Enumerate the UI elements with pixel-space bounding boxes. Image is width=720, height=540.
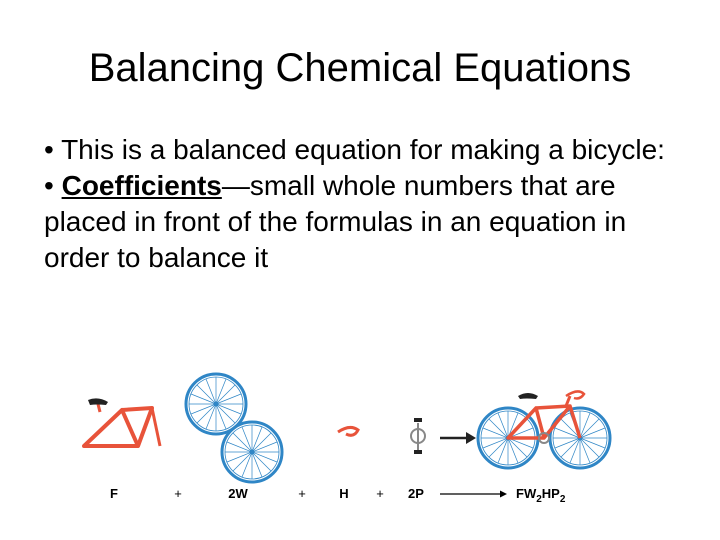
bicycle-icon	[478, 391, 610, 468]
frame-icon	[84, 398, 160, 446]
term-pedals: 2P	[408, 486, 424, 501]
term-frame: F	[110, 486, 118, 501]
wheel-icon	[222, 422, 282, 482]
product-subscript-w: 2	[536, 494, 542, 505]
coefficients-term: Coefficients	[61, 170, 222, 201]
label-arrow-head	[500, 491, 507, 498]
bullet-marker: •	[44, 170, 62, 201]
product-part-fw: FW	[516, 486, 537, 501]
bullet-bicycle: • This is a balanced equation for making a bicycle:	[44, 134, 665, 165]
pedal-icon	[411, 418, 425, 454]
coefficients-definition: —small whole numbers that are placed in front of the formulas in an equation in order to balance it	[44, 170, 627, 273]
plus-sign: +	[298, 486, 306, 501]
plus-sign: +	[376, 486, 384, 501]
plus-sign: +	[174, 486, 182, 501]
bicycle-equation-figure	[70, 368, 630, 536]
product-formula	[516, 486, 566, 505]
bicycle-equation-diagram	[70, 368, 630, 536]
slide-title: Balancing Chemical Equations	[88, 46, 632, 90]
reaction-arrow-icon	[440, 432, 476, 444]
term-handlebar: H	[339, 486, 349, 501]
product-part-hp: HP	[541, 486, 560, 501]
bullet-coefficients	[44, 168, 684, 276]
slide-body	[44, 132, 684, 276]
term-wheels: 2W	[228, 486, 248, 501]
product-subscript-p: 2	[559, 494, 566, 505]
handlebar-icon	[338, 427, 358, 435]
